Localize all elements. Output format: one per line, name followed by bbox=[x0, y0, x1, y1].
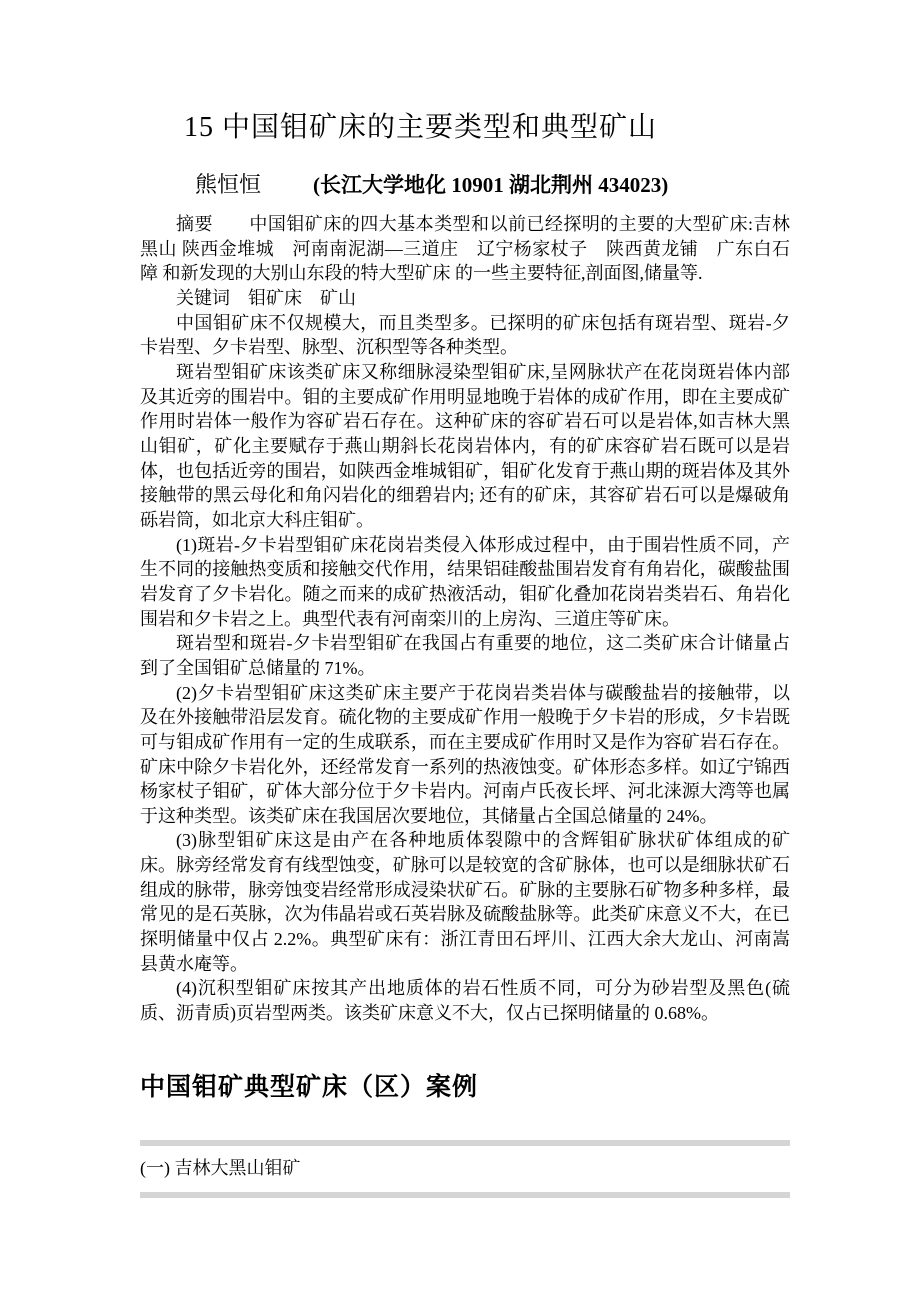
body-paragraph-5: (2)夕卡岩型钼矿床这类矿床主要产于花岗岩类岩体与碳酸盐岩的接触带，以及在外接触带沿层发育。硫化物的主要成矿作用一般晚于夕卡岩的形成，夕卡岩既可与钼成矿作用有一定的生成联系，而在主要成矿作用时又是作为容矿岩石存在。矿床中除夕卡岩化外，还经常发育一系列的热液蚀变。矿体形态多样。如辽宁锦西杨家杖子钼矿，矿体大部分位于夕卡岩内。河南卢氏夜长坪、河北涞源大湾等也属于这种类型。该类矿床在我国居次要地位，其储量占全国总储量的 24%。 bbox=[140, 682, 790, 826]
abstract-text: 中国钼矿床的四大基本类型和以前已经探明的主要的大型矿床:吉林黑山 陕西金堆城 河南南泥湖—三道庄 辽宁杨家杖子 陕西黄龙铺 广东白石障 和新发现的大别山东段的特大型矿床 的一些主要特征,剖面图,储量等. bbox=[140, 214, 790, 284]
keywords-line bbox=[140, 286, 790, 311]
keywords-label: 关键词 bbox=[176, 288, 230, 309]
heading-rule-bottom bbox=[140, 1192, 790, 1198]
author-affiliation: (长江大学地化 10901 湖北荆州 434023) bbox=[313, 173, 669, 198]
abstract-label: 摘要 bbox=[176, 214, 213, 235]
author-line bbox=[195, 170, 790, 200]
case-heading-block bbox=[140, 1140, 790, 1197]
section-heading: 中国钼矿典型矿床（区）案例 bbox=[140, 1073, 479, 1101]
body-paragraph-4: 斑岩型和斑岩-夕卡岩型钼矿在我国占有重要的地位，这二类矿床合计储量占到了全国钼矿总储量的 71%。 bbox=[140, 633, 790, 678]
case-heading: (一) 吉林大黑山钼矿 bbox=[140, 1158, 301, 1179]
body-paragraph-2: 斑岩型钼矿床该类矿床又称细脉浸染型钼矿床,呈网脉状产在花岗斑岩体内部及其近旁的围岩中。钼的主要成矿作用明显地晚于岩体的成矿作用，即在主要成矿作用时岩体一般作为容矿岩石存在。这种矿床的容矿岩石可以是岩体,如吉林大黑山钼矿，矿化主要赋存于燕山期斜长花岗岩体内，有的矿床容矿岩石既可以是岩体，也包括近旁的围岩，如陕西金堆城钼矿，钼矿化发育于燕山期的斑岩体及其外接触带的黑云母化和角闪岩化的细碧岩内; 还有的矿床，其容矿岩石可以是爆破角砾岩筒，如北京大科庄钼矿。 bbox=[140, 362, 790, 530]
body-paragraph-6: (3)脉型钼矿床这是由产在各种地质体裂隙中的含辉钼矿脉状矿体组成的矿床。脉旁经常发育有线型蚀变，矿脉可以是较宽的含矿脉体，也可以是细脉状矿石组成的脉带，脉旁蚀变岩经常形成浸染状矿石。矿脉的主要脉石矿物多种多样，最常见的是石英脉，次为伟晶岩或石英岩脉及硫酸盐脉等。此类矿床意义不大，在已探明储量中仅占 2.2%。典型矿床有：浙江青田石坪川、江西大余大龙山、河南嵩县黄水庵等。 bbox=[140, 830, 790, 974]
body-paragraph-7: (4)沉积型钼矿床按其产出地质体的岩石性质不同，可分为砂岩型及黑色(硫质、沥青质)页岩型两类。该类矿床意义不大，仅占已探明储量的 0.68%。 bbox=[140, 978, 790, 1024]
author-name: 熊恒恒 bbox=[195, 172, 262, 198]
body-paragraph-1: 中国钼矿床不仅规模大，而且类型多。已探明的矿床包括有斑岩型、斑岩-夕卡岩型、夕卡岩型、脉型、沉积型等各种类型。 bbox=[140, 312, 790, 358]
body-paragraph-3: (1)斑岩-夕卡岩型钼矿床花岗岩类侵入体形成过程中，由于围岩性质不同，产生不同的接触热变质和接触交代作用，结果铝硅酸盐围岩发育有角岩化，碳酸盐围岩发育了夕卡岩化。随之而来的成矿热液活动，钼矿化叠加花岗岩类岩石、角岩化围岩和夕卡岩之上。典型代表有河南栾川的上房沟、三道庄等矿床。 bbox=[140, 534, 790, 629]
document-title: 15 中国钼矿床的主要类型和典型矿山 bbox=[184, 112, 658, 143]
keywords-text: 钼矿床 矿山 bbox=[248, 288, 356, 309]
abstract-paragraph bbox=[140, 212, 790, 286]
